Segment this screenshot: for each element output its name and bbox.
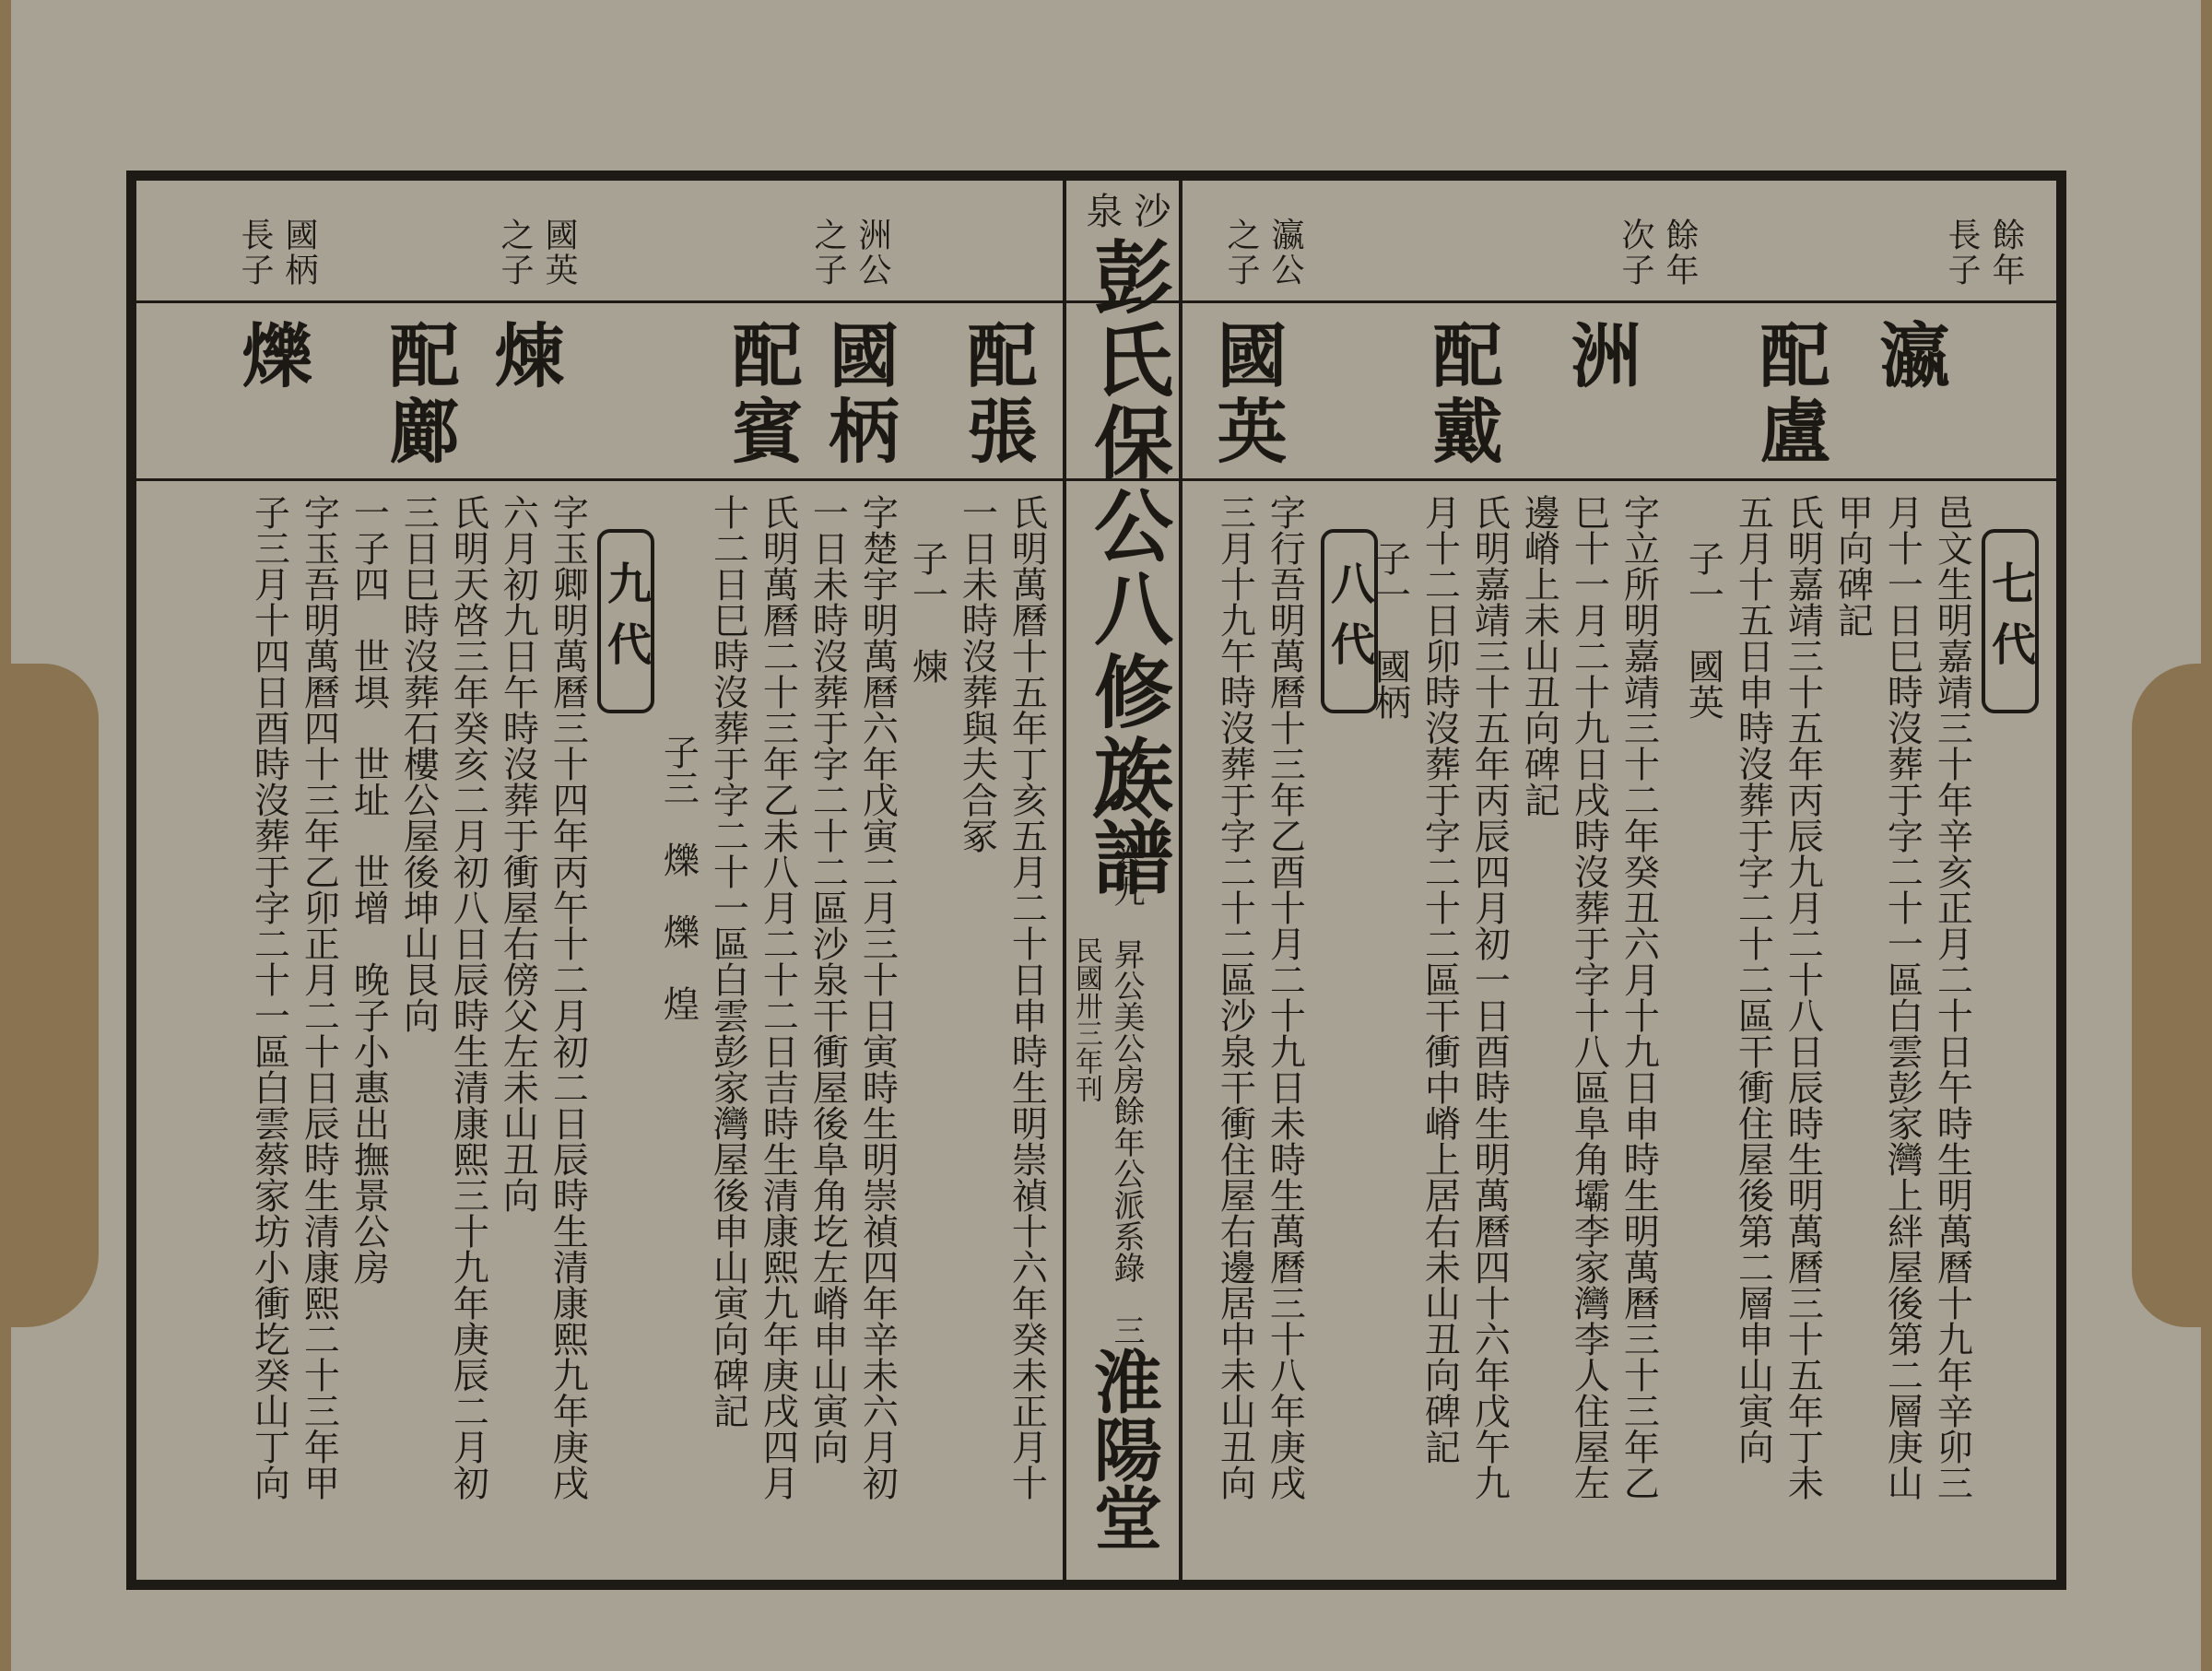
left-col-6: 氏明萬曆二十三年乙未八月二十二日吉時生清康熙九年庚戌四月 — [757, 494, 799, 1500]
paper-sheet — [11, 0, 2201, 1671]
left-spouse-zhang: 配張 — [956, 319, 1038, 470]
right-name-guoying: 國英 — [1206, 319, 1288, 470]
hall-name: 淮陽堂 — [1083, 1347, 1162, 1551]
left-col-8: 子三 爍 爍 煌 — [657, 734, 700, 1021]
right-col-3: 甲向碑記 — [1831, 494, 1874, 638]
left-spouse-kuang: 配鄺 — [378, 319, 460, 470]
right-col-2: 月十一日巳時沒葬于字二十一區白雲彭家灣上絆屋後第二層庚山 — [1881, 494, 1924, 1500]
left-col-1: 氏明萬曆十五年丁亥五月二十日申時生明崇禎十六年癸未正月十 — [1006, 494, 1048, 1500]
right-header-3b: 之子 — [1222, 218, 1260, 288]
right-header-2a: 餘年 — [1661, 218, 1699, 288]
left-col-12: 三日巳時沒葬石樓公屋後坤山艮向 — [397, 494, 440, 1033]
right-col-12: 子一 國柄 — [1369, 540, 1411, 720]
left-header-1b: 之子 — [809, 218, 847, 288]
right-col-5: 五月十五日申時沒葬于字二十二區干衝住屋後第二層申山寅向 — [1732, 494, 1774, 1465]
left-name-guobing: 國柄 — [818, 319, 900, 470]
right-header-2b: 次子 — [1617, 218, 1654, 288]
torn-edge-left — [11, 664, 99, 1327]
right-col-11: 月十二日卯時沒葬于字二十二區干衝中嵴上居右未山丑向碑記 — [1418, 494, 1461, 1465]
publication-date: 民國卅三年刊 — [1070, 936, 1102, 1102]
right-name-ying: 瀛 — [1868, 319, 1950, 394]
volume-label: 卷九 昇公美公房餘年公派系錄 三 — [1108, 844, 1145, 1346]
left-col-10: 六月初九日午時沒葬于衝屋右傍父左未山丑向 — [497, 494, 539, 1213]
right-header-1b: 長子 — [1943, 218, 1981, 288]
left-col-9: 字玉卿明萬曆三十四年丙午十二月初二日辰時生清康熙九年庚戌 — [547, 494, 589, 1500]
left-name-lian: 煉 — [483, 319, 565, 394]
left-header-1a: 洲公 — [853, 218, 891, 288]
generation-7-label: 七代 — [1982, 529, 2039, 713]
right-col-6: 子一 國英 — [1682, 540, 1724, 720]
right-col-7: 字立所明嘉靖三十二年癸丑六月十九日申時生明萬曆三十三年乙 — [1618, 494, 1660, 1500]
right-col-9: 邊嵴上未山丑向碑記 — [1518, 494, 1560, 818]
generation-8-label: 八代 — [1321, 529, 1378, 713]
right-col-1: 邑文生明嘉靖三十年辛亥正月二十日午時生明萬曆十九年辛卯三 — [1931, 494, 1973, 1500]
right-header-1a: 餘年 — [1987, 218, 2025, 288]
left-col-13: 一子四 世埧 世址 世增 晚子小惠出撫景公房 — [347, 494, 390, 1285]
generation-9-label: 九代 — [597, 529, 654, 713]
book-title: 彭氏保公八修族譜 — [1080, 236, 1173, 900]
place-char-2: 泉 — [1080, 192, 1123, 229]
left-col-15: 子三月十四日酉時沒葬于字二十一區白雲蔡家坊小衝圪癸山丁向 — [248, 494, 290, 1500]
left-header-3b: 長子 — [236, 218, 274, 288]
right-col-8: 巳十一月二十九日戌時沒葬于字十八區阜角壩李家灣李人住屋左 — [1568, 494, 1610, 1500]
right-header-3a: 瀛公 — [1266, 218, 1304, 288]
right-col-10: 氏明嘉靖三十五年丙辰四月初一日酉時生明萬曆四十六年戊午九 — [1468, 494, 1511, 1500]
right-col-14: 三月十九午時沒葬于字二十二區沙泉干衝住屋右邊居中未山丑向 — [1214, 494, 1256, 1500]
left-header-3a: 國柄 — [280, 218, 318, 288]
left-header-2a: 國英 — [540, 218, 578, 288]
center-title-block — [1063, 181, 1182, 1580]
left-col-14: 字玉吾明萬曆四十三年乙卯正月二十日辰時生清康熙二十三年甲 — [298, 494, 340, 1500]
left-col-5: 一日未時沒葬于字二十二區沙泉干衝屋後阜角圪左嵴申山寅向 — [806, 494, 849, 1465]
left-name-shuo: 爍 — [230, 319, 312, 394]
left-col-7: 十二日巳時沒葬于字二十一區白雲彭家灣屋後申山寅向碑記 — [707, 494, 749, 1429]
left-col-2: 一日未時沒葬與夫合冢 — [956, 494, 998, 853]
torn-edge-right — [2132, 664, 2201, 1327]
left-header-2b: 之子 — [496, 218, 534, 288]
right-col-13: 字行吾明萬曆十三年乙酉十月二十九日未時生萬曆三十八年庚戌 — [1264, 494, 1306, 1500]
right-name-zhou: 洲 — [1559, 319, 1641, 394]
left-spouse-bin: 配賓 — [721, 319, 803, 470]
right-col-4: 氏明嘉靖三十五年丙辰九月二十八日辰時生明萬曆三十五年丁未 — [1782, 494, 1824, 1500]
left-col-4: 字楚宇明萬曆六年戊寅二月三十日寅時生明崇禎四年辛未六月初 — [856, 494, 899, 1500]
left-col-3: 子一 煉 — [906, 540, 948, 684]
left-col-11: 氏明天啓三年癸亥二月初八日辰時生清康熙三十九年庚辰二月初 — [447, 494, 489, 1500]
page-frame — [126, 171, 2066, 1590]
right-spouse-lu: 配盧 — [1748, 319, 1830, 470]
place-char-1: 沙 — [1128, 192, 1171, 229]
right-spouse-dai: 配戴 — [1421, 319, 1503, 470]
